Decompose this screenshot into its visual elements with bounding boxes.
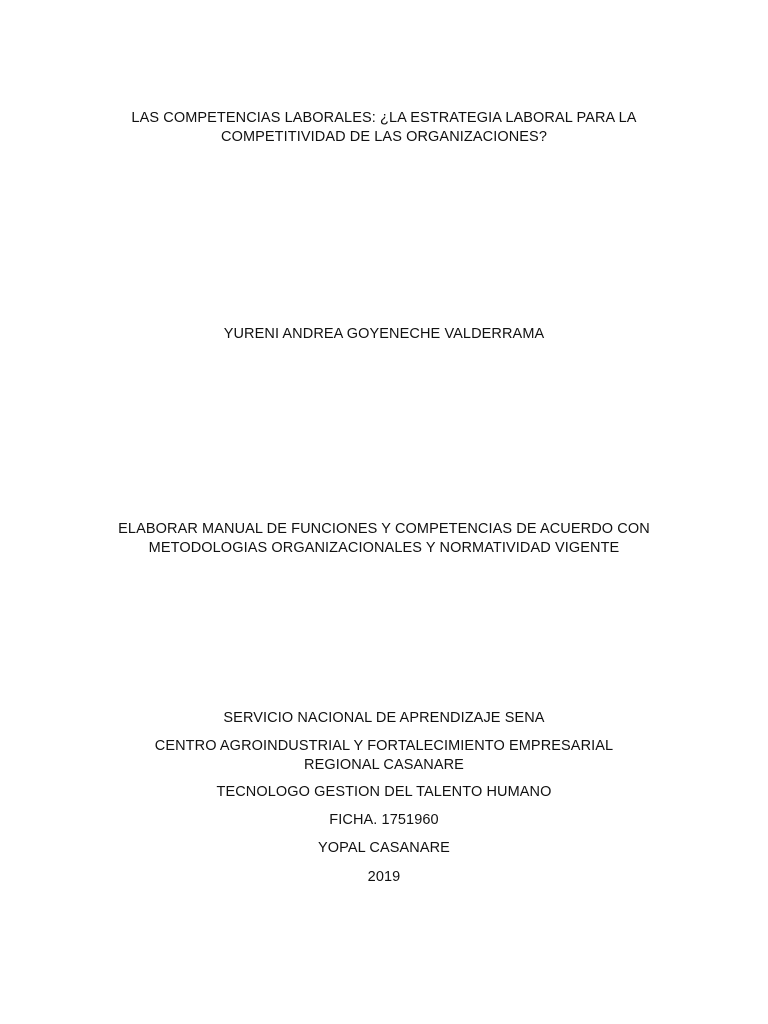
author-name (0, 325, 768, 344)
document-title (0, 109, 768, 147)
author-line: YURENI ANDREA GOYENECHE VALDERRAMA (223, 326, 545, 342)
center-name-line-1: CENTRO AGROINDUSTRIAL Y FORTALECIMIENTO EMPRESARIAL (154, 738, 614, 754)
institution-name: SERVICIO NACIONAL DE APRENDIZAJE SENA (223, 710, 545, 726)
center-name-line-2: REGIONAL CASANARE (304, 757, 464, 773)
city-name: YOPAL CASANARE (318, 840, 450, 856)
title-line-2: COMPETITIVIDAD DE LAS ORGANIZACIONES? (221, 129, 547, 145)
title-line-1: LAS COMPETENCIAS LABORALES: ¿LA ESTRATEGIA LABORAL PARA LA (131, 110, 637, 126)
ficha-number: FICHA. 1751960 (329, 812, 439, 828)
project-line-2: METODOLOGIAS ORGANIZACIONALES Y NORMATIVIDAD VIGENTE (148, 540, 620, 556)
program-name: TECNOLOGO GESTION DEL TALENTO HUMANO (216, 784, 552, 800)
project-title (0, 520, 768, 558)
project-line-1: ELABORAR MANUAL DE FUNCIONES Y COMPETENCIAS DE ACUERDO CON (118, 521, 650, 537)
year: 2019 (367, 869, 401, 885)
